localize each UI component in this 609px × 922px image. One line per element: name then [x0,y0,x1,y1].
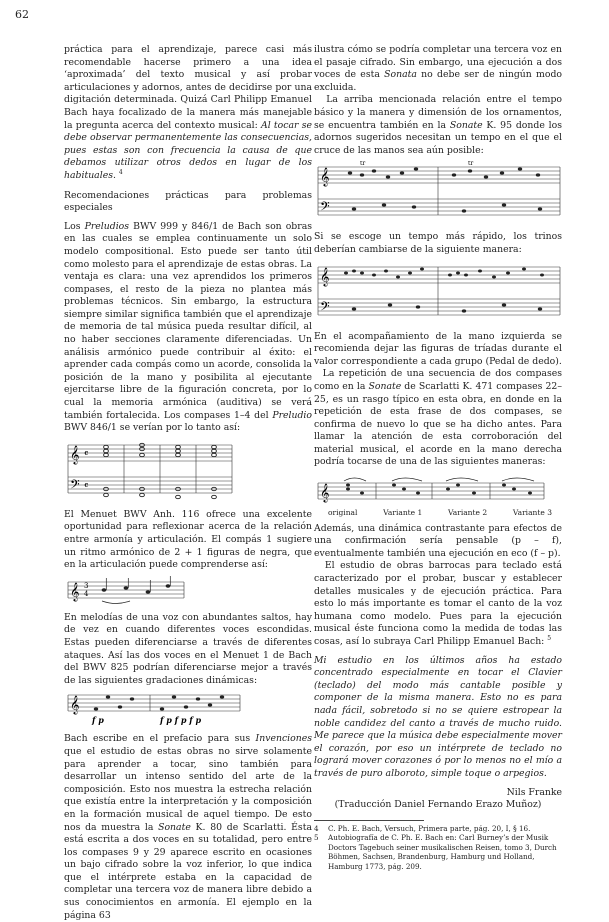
variant-label: Variante 2 [448,508,488,518]
paragraph: La repetición de una secuencia de dos compases como en la Sonate de Scarlatti K. 471 compases 22–25, es un rasgo típico en esta obra, en donde en la repetición de esta frase de dos compases, se confirma de nuevo lo que se ha dicho antes. Para llamar la atención de esta corroboración del material musical, el acorde en la mano derecha podría tocarse de una de las siguientes maneras: [314,368,563,468]
variant-labels [314,507,562,520]
svg-text:𝄞: 𝄞 [320,167,330,187]
variant-label: original [328,508,358,518]
blockquote: Mi estudio en los últimos años ha estado concentrado especialmente en tocar el Clavier (teclado) del modo más cantable posible y componer de la misma manera. Esto no es para nada fácil, sobretodo si no se quiere estropear la noble candidez del canto a través de mucho ruido. Me parece que la música debe especialmente mover el corazón, por eso un intérprete de teclado no logrará mover corazones ó por lo menos no el mío a través de puro alboroto, simple toque o arpegios. [314,654,562,779]
dynamics-label: f p [92,715,104,726]
footnote: 4 C. Ph. E. Bach, Versuch, Primera parte, pág. 20, I, § 16. [314,823,531,833]
paragraph: La arriba mencionada relación entre el tempo básico y la manera y dimensión de los ornamentos, se encuentra también en la Sonate K. 95 donde los adornos sugeridos necesitan un tempo en el que el cruce de las manos sea aún posible: [314,94,562,156]
footnote-ref: 4 [118,168,123,176]
music-example-sonate-k95-a [314,161,562,225]
svg-text:𝄞: 𝄞 [320,266,330,286]
music-example-sonate-k95-b [314,261,562,325]
svg-text:𝄞: 𝄞 [70,581,80,601]
svg-text:𝄢: 𝄢 [320,199,330,218]
paragraph: práctica para el aprendizaje, parece casi más recomendable hacerse primero a una idea ‘aproximada’ del texto musical y así probar articulaciones y adornos, antes de decidirse por una digitación determinada. Quizá Carl Philipp Emanuel Bach haya focalizado de la manera más manejable la pregunta acerca del contexto musical: Al tocar se debe observar permanentemente las consecuencias, pues estas son con frecuencia la causa de que debamos utilizar otros dedos en lugar de los habituales. $^4$ [64,44,312,181]
music-example-dynamics [64,691,312,727]
paragraph: En melodías de una voz con abundantes saltos, hay de vez en cuando diferentes voces escondidas. Estas pueden diferenciarse a través de diferentes ataques. Así las dos voces en el Menuet 1 de Bach del BWV 825 podrían diferenciarse mejor a través de las siguientes gradaciones dinámicas: [64,611,312,686]
music-example-menuet [64,576,312,606]
svg-text:𝄞: 𝄞 [70,695,80,715]
svg-text:𝄞: 𝄞 [320,483,330,503]
paragraph: Además, una dinámica contrastante para efectos de una confirmación sería pensable (p – f), eventualmente también una ejecución en eco (f – p). [314,522,562,559]
music-example-prelude [64,439,312,503]
paragraph: Bach escribe en el prefacio para sus Invenciones que el estudio de estas obras no sirve solamente para aprender a tocar, sino también para desarrollar un intenso sentido del arte de la composición. Esto nos muestra la estrecha relación que existía entre la interpretación y la composición en la formación musical de aquel tiempo. De esto nos da muestra la Sonate K. 80 de Scarlatti. Ésta está escrita a dos voces en su totalidad, pero entre los compases 9 y 29 aparece escrito en ocasiones un bajo cifrado sobre la voz inferior, lo que indica que el intérprete estaba en la capacidad de completar una tercera voz de manera libre debido a sus conocimientos en armonía. El ejemplo en la página 63 [64,733,312,921]
svg-text:3: 3 [84,581,89,590]
paragraph: ilustra cómo se podría completar una tercera voz en el pasaje cifrado. Sin embargo, una ejecución a dos voces de esta Sonata no debe ser de ningún modo excluida. [314,44,563,93]
footnote-ref: 5 [547,634,552,642]
right-column [314,44,562,871]
author-signature: Nils Franke [506,786,562,798]
paragraph: En el acompañamiento de la mano izquierda se recomienda dejar las figuras de tríadas durante el valor correspondiente a cada grupo (Pedal de dedo). [314,330,562,367]
paragraph: Los Preludios BWV 999 y 846/1 de Bach son obras en las cuales se emplea continuamente un solo modelo compositional. Esto puede ser tanto útil como molesto para el aprendizaje de estas obras. La ventaja es clara: una vez aprendidos los primeros compases, el resto de la pieza no plantea más problemas técnicos. Sin embargo, la estructura siempre similar significa también que el aprendizaje de memoria de tal música pueda resultar difícil, al no haber secciones claramente diferenciadas. Un análisis armónico puede contribuir al éxito: el aprender cada compás como un acorde, consolida la posición de la mano y posibilita al ejecutante ejercitarse libre de la figuración concreta, por lo cual la memoria armónica (auditiva) se verá también fortalecida. Los compases 1–4 del Preludio BWV 846/1 se verían por lo tanto así: [64,220,313,434]
svg-text:𝄢: 𝄢 [70,476,80,495]
svg-text:4: 4 [84,589,89,598]
dynamics-label: f p f p f p [160,715,202,726]
paragraph: El estudio de obras barrocas para teclado está caracterizado por el probar, buscar y establecer detalles musicales y de ejecución práctica. Para esto lo más importante es tomar el canto de la voz humana como modelo. Pues para la ejecución musical éste funciona como la medida de todas las cosas, así lo subraya Carl Philipp Emanuel Bach: $^5$ [314,560,562,647]
footnote-divider [314,820,424,821]
footnote: 5 Autobiografía de C. Ph. E. Bach en: Carl Burney’s der Musik Doctors Tagebuch seiner musikalischen Reisen, tomo 3, Durch Böhmen, Sachsen, Brandenburg, Hamburg und Holland, Hamburg 1773, pág. 209. [314,833,557,871]
paragraph: El Menuet BWV Anh. 116 ofrece una excelente oportunidad para reflexionar acerca de la relación entre armonía y articulación. El compás 1 sugiere un ritmo armónico de 2 + 1 figuras de negra, que en la articulación puede comprenderse así: [64,508,312,571]
svg-text:tr: tr [468,161,474,168]
section-heading: Recomendaciones prácticas para problemas especiales [64,189,312,214]
variant-label: Variante 3 [512,508,552,518]
left-column [64,44,312,922]
svg-text:𝄢: 𝄢 [320,298,330,317]
variant-label: Variante 1 [383,508,423,518]
paragraph: Si se escoge un tempo más rápido, los trinos deberían cambiarse de la siguiente manera: [314,231,562,255]
svg-text:tr: tr [360,161,366,168]
music-example-sonate-k471 [314,473,562,507]
svg-text:𝄴: 𝄴 [84,480,89,492]
svg-text:𝄞: 𝄞 [70,444,80,464]
translator-credit: (Traducción Daniel Fernando Erazo Muñoz) [334,799,542,811]
svg-text:𝄴: 𝄴 [84,448,89,460]
page-number: 62 [15,8,29,21]
